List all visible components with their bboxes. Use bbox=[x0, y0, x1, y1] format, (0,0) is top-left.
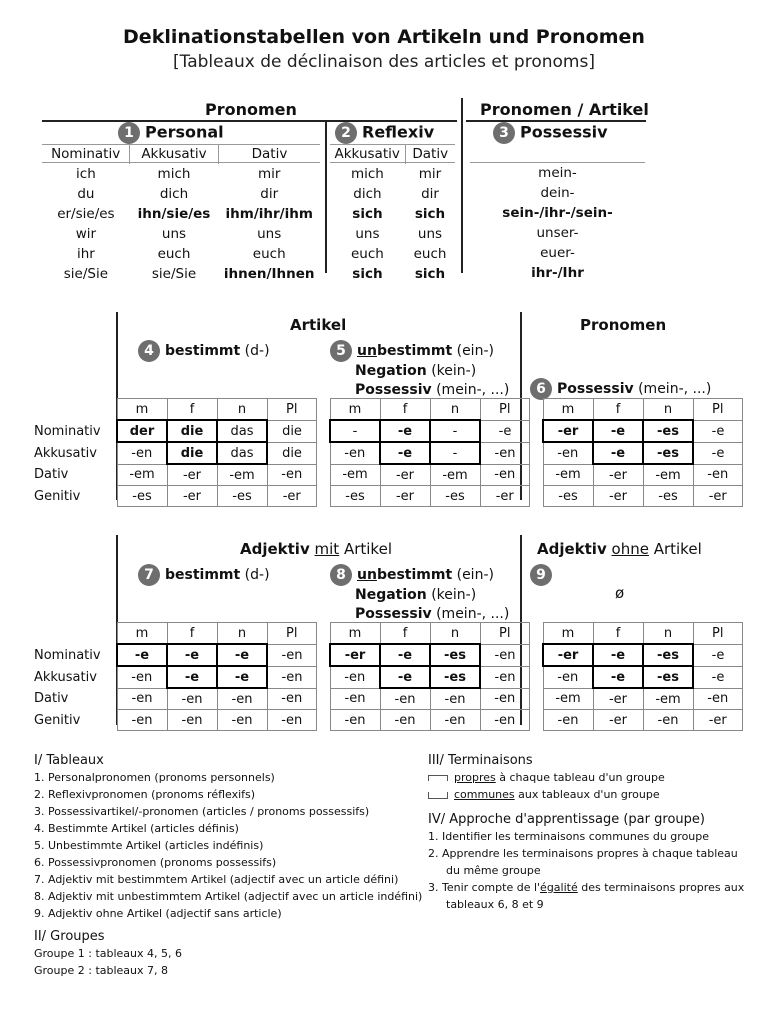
cell: -en bbox=[380, 710, 430, 731]
cell: dich bbox=[159, 186, 189, 202]
list-item: 2. Reflexivpronomen (pronoms réflexifs) bbox=[34, 788, 256, 801]
notes-heading-approche: IV/ Approche d'apprentissage (par groupe) bbox=[428, 812, 705, 827]
legend-communes: communes aux tableaux d'un groupe bbox=[428, 786, 748, 803]
cell: -e bbox=[117, 644, 167, 666]
cell: -e bbox=[167, 644, 217, 666]
cell: -er bbox=[593, 710, 643, 731]
list-item: 4. Bestimmte Artikel (articles définis) bbox=[34, 822, 239, 835]
col-header: Pl bbox=[693, 399, 743, 421]
list-item: tableaux 6, 8 et 9 bbox=[446, 898, 544, 911]
cell: die bbox=[167, 420, 217, 442]
col-header: f bbox=[593, 399, 643, 421]
col-header: Pl bbox=[480, 399, 530, 421]
cell: -er bbox=[480, 486, 530, 507]
cell: -e bbox=[593, 666, 643, 688]
number-badge: 9 bbox=[530, 564, 552, 586]
cell: -en bbox=[267, 710, 317, 731]
cell: ihm/ihr/ihm bbox=[225, 206, 313, 222]
cell: - bbox=[330, 420, 380, 442]
col-header: Akkusativ bbox=[330, 144, 405, 164]
row-label: Nominativ bbox=[34, 423, 101, 439]
cell: -e bbox=[480, 420, 530, 442]
list-item: du même groupe bbox=[446, 864, 541, 877]
col-header: f bbox=[380, 623, 430, 645]
number-badge: 6 bbox=[530, 378, 552, 400]
cell: mir bbox=[257, 166, 281, 182]
cell: -e bbox=[217, 666, 267, 688]
cell: sie/Sie bbox=[151, 266, 197, 282]
cell: -en bbox=[167, 710, 217, 731]
list-item: 8. Adjektiv mit unbestimmtem Artikel (adjectif avec un article indéfini) bbox=[34, 890, 423, 903]
cell: dich bbox=[353, 186, 382, 202]
col-header: Pl bbox=[267, 623, 317, 645]
cell: -er bbox=[380, 486, 430, 507]
cell: -em bbox=[543, 688, 593, 710]
cell: -en bbox=[543, 442, 593, 464]
cell: -en bbox=[330, 442, 380, 464]
cell: -en bbox=[267, 688, 317, 710]
cell: mich bbox=[157, 166, 191, 182]
cell: euch bbox=[252, 246, 286, 262]
cell: dein- bbox=[540, 185, 575, 201]
section-4: 4 bestimmt (d-) bbox=[138, 340, 270, 362]
cell: -er bbox=[593, 464, 643, 486]
cell: die bbox=[267, 420, 317, 442]
cell: -es bbox=[117, 486, 167, 507]
notes-right bbox=[428, 752, 748, 913]
cell: mir bbox=[418, 166, 442, 182]
notes-left bbox=[34, 752, 424, 979]
cell: -en bbox=[330, 666, 380, 688]
adj-mit-heading: Adjektiv mit Artikel bbox=[240, 540, 392, 558]
cell: euch bbox=[351, 246, 384, 262]
cell: uns bbox=[257, 226, 282, 242]
cell: sein-/ihr-/sein- bbox=[502, 205, 613, 221]
row-label: Akkusativ bbox=[34, 445, 97, 461]
empty-set-symbol: ø bbox=[615, 584, 625, 602]
section-9 bbox=[530, 564, 557, 586]
col-header: n bbox=[643, 623, 693, 645]
cell: euch bbox=[157, 246, 191, 262]
cell: unser- bbox=[536, 225, 579, 241]
cell: -e bbox=[693, 666, 743, 688]
number-badge: 2 bbox=[335, 122, 357, 144]
notes-heading-tableaux: I/ Tableaux bbox=[34, 753, 104, 768]
cell: -e bbox=[380, 442, 430, 464]
cell: -e bbox=[167, 666, 217, 688]
cell: -er bbox=[693, 486, 743, 507]
cell: sich bbox=[352, 206, 383, 222]
cell: mich bbox=[350, 166, 384, 182]
cell: -es bbox=[430, 644, 480, 666]
cell: sich bbox=[414, 206, 446, 222]
cell: -e bbox=[380, 420, 430, 442]
number-badge: 5 bbox=[330, 340, 352, 362]
col-header: f bbox=[593, 623, 643, 645]
cell: -en bbox=[693, 464, 743, 486]
cell: -es bbox=[643, 486, 693, 507]
list-item: 3. Tenir compte de l'égalité des terminaisons propres aux bbox=[428, 881, 745, 894]
col-header: f bbox=[167, 399, 217, 421]
cell: du bbox=[77, 186, 95, 202]
legend-propres: propres à chaque tableau d'un groupe bbox=[428, 769, 748, 786]
col-header: Pl bbox=[480, 623, 530, 645]
declension-table-adjectives bbox=[30, 622, 743, 731]
cell: er/sie/es bbox=[57, 206, 115, 222]
cell: -e bbox=[380, 644, 430, 666]
cell: -en bbox=[267, 666, 317, 688]
cell: -es bbox=[643, 666, 693, 688]
cell: -en bbox=[430, 710, 480, 731]
pronomen-heading: Pronomen bbox=[205, 100, 297, 119]
col-header: m bbox=[330, 399, 380, 421]
row-label: Genitiv bbox=[34, 712, 81, 728]
cell: euch bbox=[413, 246, 447, 262]
list-item: Groupe 2 : tableaux 7, 8 bbox=[34, 964, 169, 977]
section-reflexiv: 2 Reflexiv bbox=[335, 122, 434, 144]
row-label: Dativ bbox=[34, 467, 69, 483]
page-title: Deklinationstabellen von Artikeln und Pronomen bbox=[123, 26, 645, 48]
cell: -es bbox=[430, 486, 480, 507]
list-item: Groupe 1 : tableaux 4, 5, 6 bbox=[34, 947, 183, 960]
cell: -e bbox=[693, 442, 743, 464]
list-item: 2. Apprendre les terminaisons propres à chaque tableau bbox=[428, 847, 738, 860]
col-header: m bbox=[543, 623, 593, 645]
cell: -e bbox=[593, 644, 643, 666]
cell: -en bbox=[267, 644, 317, 666]
cell: -er bbox=[593, 688, 643, 710]
number-badge: 4 bbox=[138, 340, 160, 362]
col-header: Nominativ bbox=[42, 144, 130, 164]
cell: -en bbox=[480, 644, 530, 666]
cell: -e bbox=[217, 644, 267, 666]
list-item: 1. Identifier les terminaisons communes du groupe bbox=[428, 830, 710, 843]
cell: -es bbox=[430, 666, 480, 688]
cell: die bbox=[267, 442, 317, 464]
cell: -em bbox=[330, 464, 380, 486]
cell: -en bbox=[480, 442, 530, 464]
cell: -em bbox=[117, 464, 167, 486]
cell: uns bbox=[355, 226, 380, 242]
cell: -em bbox=[643, 464, 693, 486]
cell: -en bbox=[480, 710, 530, 731]
section-6: 6 Possessiv (mein-, ...) bbox=[530, 378, 711, 400]
number-badge: 3 bbox=[493, 122, 515, 144]
legend-box-thick-icon bbox=[428, 792, 448, 799]
cell: der bbox=[117, 420, 167, 442]
cell: dir bbox=[260, 186, 279, 202]
artikel-heading: Artikel bbox=[290, 316, 347, 334]
cell: die bbox=[167, 442, 217, 464]
section-7: 7 bestimmt (d-) bbox=[138, 564, 270, 586]
cell: -en bbox=[543, 666, 593, 688]
cell: -es bbox=[643, 420, 693, 442]
number-badge: 7 bbox=[138, 564, 160, 586]
cell: -en bbox=[330, 710, 380, 731]
col-header: Dativ bbox=[412, 146, 449, 162]
cell: -en bbox=[117, 666, 167, 688]
section-5: 5 unbestimmt (ein-) Negation (kein-) Possessiv (mein-, ...) bbox=[330, 340, 509, 400]
cell: -em bbox=[643, 688, 693, 710]
cell: ihnen/Ihnen bbox=[223, 266, 315, 282]
row-label: Genitiv bbox=[34, 488, 81, 504]
col-header: m bbox=[117, 623, 167, 645]
col-header: f bbox=[167, 623, 217, 645]
legend-box-open-icon bbox=[428, 775, 448, 781]
cell: sich bbox=[414, 266, 446, 282]
cell: -er bbox=[693, 710, 743, 731]
pronomen-heading-2: Pronomen bbox=[580, 316, 667, 334]
cell: -en bbox=[430, 688, 480, 710]
col-header: m bbox=[543, 399, 593, 421]
cell: uns bbox=[417, 226, 443, 242]
possessiv-table bbox=[470, 163, 645, 283]
cell: -en bbox=[217, 688, 267, 710]
col-header: n bbox=[430, 623, 480, 645]
cell: -en bbox=[543, 710, 593, 731]
cell: -en bbox=[643, 710, 693, 731]
col-header: Pl bbox=[693, 623, 743, 645]
col-header: n bbox=[643, 399, 693, 421]
cell: sich bbox=[352, 266, 383, 282]
cell: -en bbox=[167, 688, 217, 710]
cell: euer- bbox=[540, 245, 575, 261]
number-badge: 8 bbox=[330, 564, 352, 586]
cell: -em bbox=[217, 464, 267, 486]
notes-heading-terminaisons: III/ Terminaisons bbox=[428, 753, 533, 768]
row-label: Nominativ bbox=[34, 647, 101, 663]
col-header: n bbox=[217, 399, 267, 421]
cell: ihr-/Ihr bbox=[531, 265, 584, 281]
declension-table-articles bbox=[30, 398, 743, 507]
cell: -en bbox=[380, 688, 430, 710]
cell: - bbox=[430, 420, 480, 442]
cell: -en bbox=[693, 688, 743, 710]
cell: -es bbox=[643, 644, 693, 666]
section-8: 8 unbestimmt (ein-) Negation (kein-) Possessiv (mein-, ...) bbox=[330, 564, 509, 624]
cell: -en bbox=[117, 442, 167, 464]
cell: -em bbox=[430, 464, 480, 486]
page-subtitle: [Tableaux de déclinaison des articles et pronoms] bbox=[173, 52, 595, 72]
personal-reflexiv-table bbox=[42, 144, 455, 284]
col-header: m bbox=[117, 399, 167, 421]
cell: -en bbox=[480, 688, 530, 710]
cell: -er bbox=[167, 486, 217, 507]
cell: das bbox=[217, 442, 267, 464]
col-header: Pl bbox=[267, 399, 317, 421]
cell: ihn/sie/es bbox=[137, 206, 211, 222]
list-item: 9. Adjektiv ohne Artikel (adjectif sans article) bbox=[34, 907, 282, 920]
cell: -e bbox=[693, 644, 743, 666]
cell: mein- bbox=[538, 165, 577, 181]
cell: dir bbox=[421, 186, 439, 202]
section-possessiv: 3 Possessiv bbox=[493, 122, 608, 144]
cell: -en bbox=[480, 464, 530, 486]
cell: -es bbox=[643, 442, 693, 464]
cell: ihr bbox=[76, 246, 95, 262]
cell: -en bbox=[330, 688, 380, 710]
cell: -en bbox=[117, 710, 167, 731]
col-header: n bbox=[430, 399, 480, 421]
cell: -e bbox=[593, 442, 643, 464]
row-label: Akkusativ bbox=[34, 669, 97, 685]
col-header: Akkusativ bbox=[130, 144, 218, 164]
cell: -er bbox=[593, 486, 643, 507]
cell: ich bbox=[76, 166, 96, 182]
pronomen-artikel-heading: Pronomen / Artikel bbox=[480, 100, 649, 119]
cell: -e bbox=[593, 420, 643, 442]
cell: -er bbox=[267, 486, 317, 507]
cell: uns bbox=[161, 226, 187, 242]
list-item: 3. Possessivartikel/-pronomen (articles / pronoms possessifs) bbox=[34, 805, 370, 818]
cell: -es bbox=[543, 486, 593, 507]
cell: -er bbox=[543, 644, 593, 666]
cell: -en bbox=[480, 666, 530, 688]
cell: -em bbox=[543, 464, 593, 486]
row-label: Dativ bbox=[34, 691, 69, 707]
col-header: n bbox=[217, 623, 267, 645]
cell: das bbox=[217, 420, 267, 442]
list-item: 5. Unbestimmte Artikel (articles indéfinis) bbox=[34, 839, 264, 852]
cell: wir bbox=[75, 226, 97, 242]
cell: -es bbox=[330, 486, 380, 507]
adj-ohne-heading: Adjektiv ohne Artikel bbox=[537, 540, 702, 558]
cell: - bbox=[430, 442, 480, 464]
cell: sie/Sie bbox=[63, 266, 109, 282]
list-item: 7. Adjektiv mit bestimmtem Artikel (adjectif avec un article défini) bbox=[34, 873, 399, 886]
cell: -er bbox=[543, 420, 593, 442]
cell: -en bbox=[267, 464, 317, 486]
list-item: 1. Personalpronomen (pronoms personnels) bbox=[34, 771, 275, 784]
col-header: Dativ bbox=[251, 146, 288, 162]
cell: -e bbox=[693, 420, 743, 442]
list-item: 6. Possessivpronomen (pronoms possessifs) bbox=[34, 856, 277, 869]
number-badge: 1 bbox=[118, 122, 140, 144]
cell: -er bbox=[380, 464, 430, 486]
notes-heading-groupes: II/ Groupes bbox=[34, 929, 105, 944]
cell: -es bbox=[217, 486, 267, 507]
cell: -er bbox=[330, 644, 380, 666]
col-header: m bbox=[330, 623, 380, 645]
cell: -en bbox=[117, 688, 167, 710]
cell: -er bbox=[167, 464, 217, 486]
cell: -e bbox=[380, 666, 430, 688]
col-header: f bbox=[380, 399, 430, 421]
cell: -en bbox=[217, 710, 267, 731]
section-personal: 1 Personal bbox=[118, 122, 224, 144]
